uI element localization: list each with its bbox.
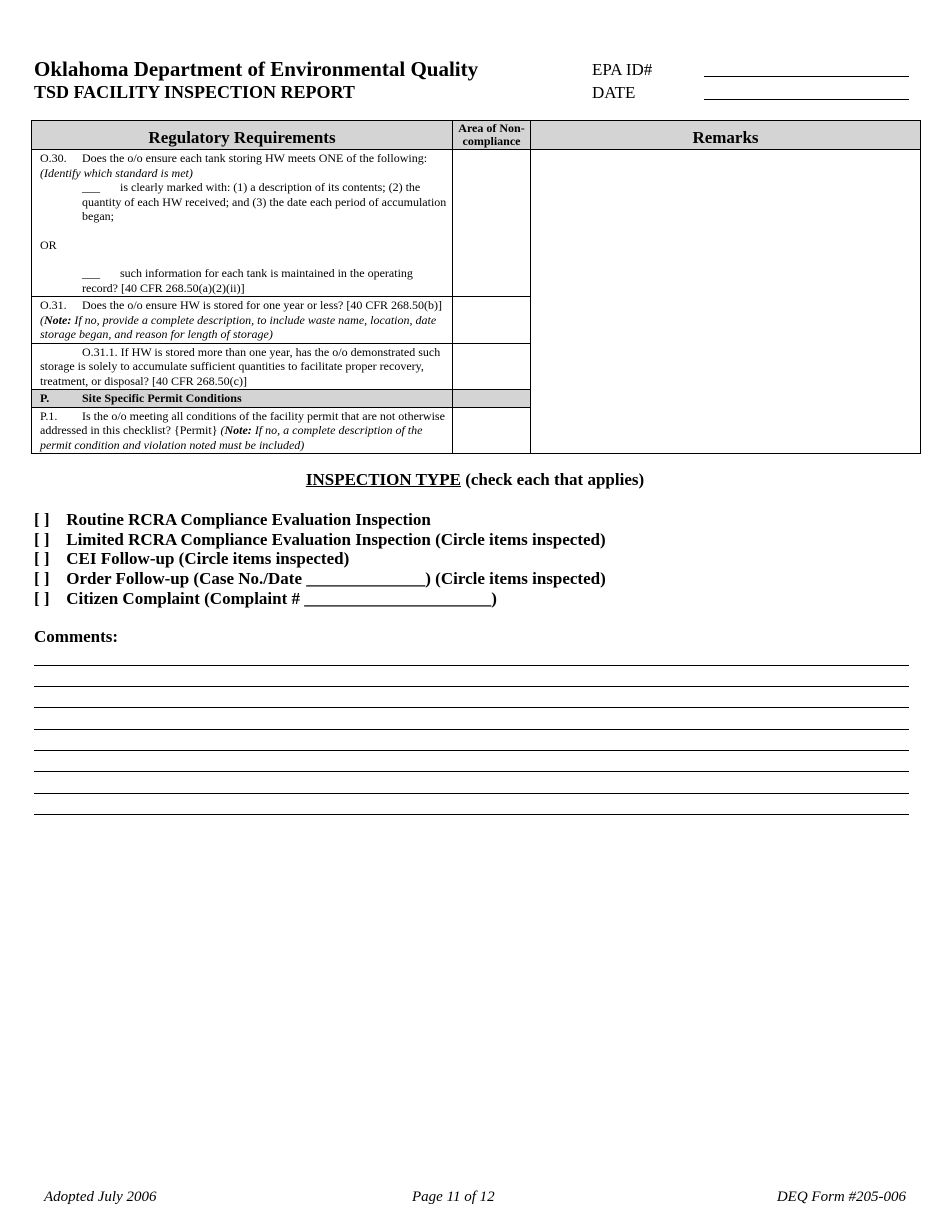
section-title: Site Specific Permit Conditions	[82, 391, 242, 405]
col-requirements: Regulatory Requirements	[32, 121, 453, 150]
inspection-type-title: INSPECTION TYPE	[305, 470, 461, 489]
inspection-type-item[interactable]	[34, 510, 606, 530]
requirement-o311: O.31.1. If HW is stored more than one year, has the o/o demonstrated such storage is solely to accumulate sufficient quantities to facilitate proper recovery, treatment, or disposal? [40 CFR 268.50(c)]	[32, 343, 453, 390]
noncompliance-cell[interactable]	[453, 343, 531, 390]
checkbox[interactable]: [ ]	[34, 588, 50, 608]
agency-name: Oklahoma Department of Environmental Quality	[34, 57, 479, 81]
inspection-type-list	[34, 510, 606, 609]
section-p-shade	[453, 390, 531, 408]
inspection-type-label: CEI Follow-up (Circle items inspected)	[66, 549, 350, 569]
table-header-row	[32, 121, 921, 150]
footer-form-number: DEQ Form #205-006	[776, 1189, 906, 1205]
comment-line[interactable]	[34, 729, 909, 730]
noncompliance-cell[interactable]	[453, 407, 531, 454]
option-text: is clearly marked with: (1) a description of its contents; (2) the quantity of each HW received; and (3) the date each period of accumulation began;	[82, 180, 447, 223]
question-text: Is the o/o meeting all conditions of the facility permit that are not otherwise addressed in this checklist? {Permit}	[40, 408, 445, 437]
comment-line[interactable]	[34, 707, 909, 708]
inspection-type-item[interactable]	[34, 549, 606, 569]
item-number: O.30.	[40, 151, 67, 165]
item-number: P.1.	[40, 408, 58, 423]
inspection-type-item[interactable]	[34, 589, 606, 609]
inspection-type-heading	[0, 470, 950, 490]
comment-line[interactable]	[34, 814, 909, 815]
comments-label: Comments:	[34, 627, 119, 646]
col-noncompliance: Area of Non-compliance	[453, 121, 531, 150]
table-row-o30	[32, 150, 921, 297]
comment-line[interactable]	[34, 686, 909, 687]
requirement-p1: P.1. Is the o/o meeting all conditions of the facility permit that are not otherwise addressed in this checklist? {Permit} (Note: If no, a complete description of the permit condition and violation noted must be included)	[32, 407, 453, 454]
note-text: If no, a complete description of the permit condition and violation noted must be included)	[40, 423, 423, 452]
section-number: P.	[40, 391, 50, 405]
comment-line[interactable]	[34, 793, 909, 794]
noncompliance-cell[interactable]	[453, 150, 531, 297]
inspection-type-label: Limited RCRA Compliance Evaluation Inspection (Circle items inspected)	[66, 529, 606, 549]
question-text: Does the o/o ensure each tank storing HW meets ONE of the following:	[82, 151, 428, 165]
requirements-table	[31, 120, 921, 454]
item-number: O.31.	[40, 298, 67, 312]
date-label: DATE	[592, 83, 636, 102]
noncompliance-cell[interactable]	[453, 297, 531, 344]
comment-line[interactable]	[34, 771, 909, 772]
epa-id-label: EPA ID#	[592, 60, 653, 79]
check-blank[interactable]: ___	[82, 180, 100, 194]
requirement-o31: O.31. Does the o/o ensure HW is stored for one year or less? [40 CFR 268.50(b)] (Note: If no, provide a complete description, to include waste name, location, date storage began, and reason for length of storage)	[32, 297, 453, 344]
footer-adopted: Adopted July 2006	[44, 1189, 157, 1205]
checkbox[interactable]: [ ]	[34, 569, 50, 589]
comment-line[interactable]	[34, 750, 909, 751]
question-text: Does the o/o ensure HW is stored for one year or less? [40 CFR 268.50(b)]	[82, 298, 443, 312]
header-left	[34, 57, 478, 103]
checkbox[interactable]: [ ]	[34, 529, 50, 549]
note-label: Note:	[224, 423, 252, 437]
inspection-type-label: Routine RCRA Compliance Evaluation Inspection	[66, 510, 431, 529]
epa-id-field[interactable]	[704, 76, 909, 77]
inspection-type-item[interactable]	[34, 530, 606, 550]
note-text: (Identify which standard is met)	[40, 165, 193, 180]
check-blank[interactable]: ___	[82, 266, 100, 280]
requirement-o30	[32, 150, 453, 297]
inspection-type-label: Order Follow-up (Case No./Date ______________) (Circle items inspected)	[66, 569, 606, 589]
remarks-cell[interactable]	[531, 150, 921, 454]
option-text: such information for each tank is maintained in the operating record? [40 CFR 268.50(a)(2)(ii)]	[82, 266, 413, 295]
inspection-type-label: Citizen Complaint (Complaint # ______________________)	[66, 588, 497, 608]
inspection-type-item[interactable]	[34, 569, 606, 589]
checkbox[interactable]: [ ]	[34, 549, 50, 569]
report-title: TSD FACILITY INSPECTION REPORT	[34, 82, 355, 102]
footer-page-number: Page 11 of 12	[412, 1189, 495, 1205]
section-p-heading	[32, 390, 453, 408]
note-label: Note:	[44, 312, 72, 327]
col-remarks: Remarks	[531, 121, 921, 150]
date-field[interactable]	[704, 99, 909, 100]
checkbox[interactable]: [ ]	[34, 510, 50, 529]
or-text: OR	[40, 237, 57, 252]
inspection-type-subtitle: (check each that applies)	[465, 470, 645, 489]
note-text: If no, provide a complete description, to include waste name, location, date storage began, and reason for length of storage)	[40, 312, 437, 341]
header-right	[592, 60, 912, 106]
comment-line[interactable]	[34, 665, 909, 666]
